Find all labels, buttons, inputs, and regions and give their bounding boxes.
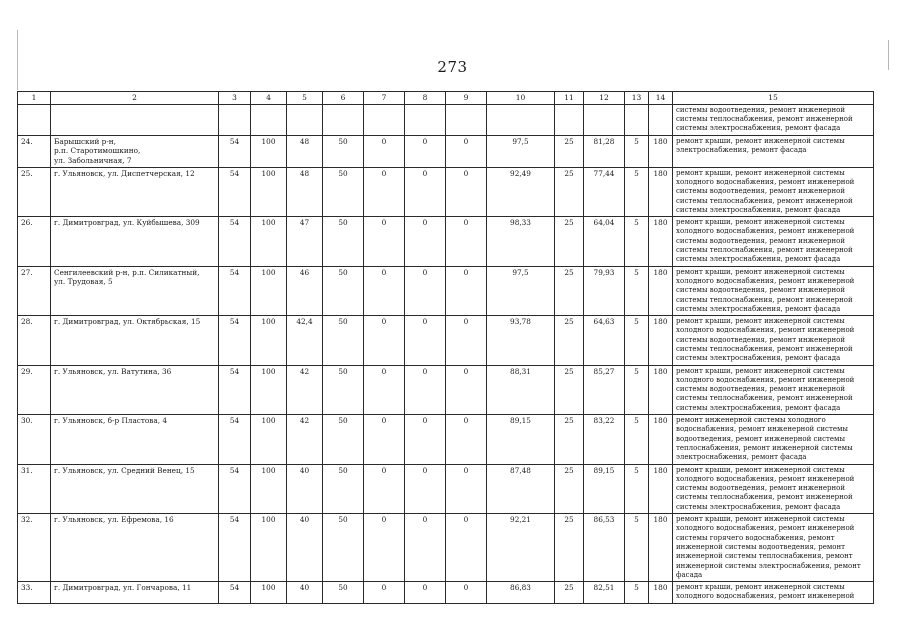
cell-works [673, 167, 874, 216]
cell-c5: 48 [287, 167, 323, 216]
cell-c14: 180 [649, 464, 673, 513]
cell-c14: 180 [649, 135, 673, 167]
works-line: системы электроснабжения, ремонт фасада [676, 255, 841, 264]
cell-c5: 47 [287, 217, 323, 266]
table-row [18, 316, 874, 365]
cell-c4: 100 [251, 167, 287, 216]
cell-c12: 83,22 [584, 415, 625, 464]
cell-c4: 100 [251, 514, 287, 582]
cell-c9: 0 [446, 135, 487, 167]
column-header-11: 11 [555, 92, 584, 105]
works-line: инженерной системы электроснабжения, ремонт [676, 561, 861, 570]
table-row [18, 217, 874, 266]
cell-c13: 5 [625, 266, 649, 315]
cell-c3: 54 [219, 415, 251, 464]
works-line: водоотведения, ремонт инженерной системы [676, 434, 846, 443]
works-line: холодного водоснабжения, ремонт инженерной [676, 592, 855, 601]
works-line: системы теплоснабжения, ремонт инженерной [676, 295, 853, 304]
cell-continuation-empty [446, 104, 487, 135]
cell-c14: 180 [649, 582, 673, 604]
table-row [18, 365, 874, 414]
cell-continuation-empty [584, 104, 625, 135]
cell-c4: 100 [251, 582, 287, 604]
cell-c4: 100 [251, 217, 287, 266]
page-number: 273 [437, 58, 468, 76]
cell-continuation-empty [625, 104, 649, 135]
cell-c5: 42,4 [287, 316, 323, 365]
cell-c3: 54 [219, 217, 251, 266]
cell-c10: 93,78 [487, 316, 555, 365]
cell-c12: 64,63 [584, 316, 625, 365]
cell-c9: 0 [446, 415, 487, 464]
cell-c10: 87,48 [487, 464, 555, 513]
works-line: системы теплоснабжения, ремонт инженерной [676, 345, 853, 353]
cell-c10: 98,33 [487, 217, 555, 266]
continuation-row [18, 104, 874, 135]
cell-c12: 86,53 [584, 514, 625, 582]
column-header-7: 7 [364, 92, 405, 105]
cell-c10: 92,49 [487, 167, 555, 216]
cell-c14: 180 [649, 316, 673, 365]
works-line: системы водоотведения, ремонт инженерной [676, 385, 846, 394]
cell-c14: 180 [649, 365, 673, 414]
cell-c11: 25 [555, 582, 584, 604]
cell-c7: 0 [364, 316, 405, 365]
cell-c6: 50 [323, 464, 364, 513]
works-line: системы электроснабжения, ремонт фасада [676, 502, 841, 511]
cell-works [673, 217, 874, 266]
cell-c7: 0 [364, 135, 405, 167]
works-line: холодного водоснабжения, ремонт инженерной [676, 177, 855, 186]
cell-c10: 89,15 [487, 415, 555, 464]
cell-c5: 40 [287, 464, 323, 513]
cell-c7: 0 [364, 514, 405, 582]
cell-continuation-empty [51, 104, 219, 135]
cell-c13: 5 [625, 217, 649, 266]
cell-c13: 5 [625, 415, 649, 464]
works-line: холодного водоснабжения, ремонт инженерной [676, 474, 855, 483]
cell-c4: 100 [251, 365, 287, 414]
cell-c8: 0 [405, 217, 446, 266]
cell-c6: 50 [323, 217, 364, 266]
cell-row-number: 24. [18, 135, 51, 167]
cell-c7: 0 [364, 582, 405, 604]
cell-continuation-empty [649, 104, 673, 135]
cell-c13: 5 [625, 316, 649, 365]
address-line: г. Димитровград, ул. Октябрьская, 15 [54, 317, 201, 327]
cell-c12: 64,04 [584, 217, 625, 266]
cell-c13: 5 [625, 514, 649, 582]
works-line: холодного водоснабжения, ремонт инженерной [676, 375, 855, 384]
table-row [18, 582, 874, 604]
table-row [18, 135, 874, 167]
cell-c13: 5 [625, 464, 649, 513]
cell-c7: 0 [364, 464, 405, 513]
cell-row-number: 32. [18, 514, 51, 582]
cell-row-number: 33. [18, 582, 51, 604]
cell-c4: 100 [251, 266, 287, 315]
cell-c9: 0 [446, 514, 487, 582]
works-line: ремонт крыши, ремонт инженерной системы [676, 218, 845, 227]
works-line: теплоснабжения, ремонт инженерной системы [676, 443, 853, 452]
cell-works [673, 514, 874, 582]
cell-c11: 25 [555, 514, 584, 582]
address-line: Сенгилеевский р-н, р.п. Силикатный, [54, 267, 200, 277]
cell-c14: 180 [649, 167, 673, 216]
cell-c3: 54 [219, 135, 251, 167]
table-row [18, 514, 874, 582]
cell-c4: 100 [251, 415, 287, 464]
works-line: ремонт крыши, ремонт инженерной системы [676, 366, 845, 375]
works-line: водоснабжения, ремонт инженерной системы [676, 425, 848, 434]
works-line: электроснабжения, ремонт фасада [676, 146, 807, 155]
cell-works [673, 365, 874, 414]
works-line: ремонт инженерной системы холодного [676, 416, 826, 425]
cell-c5: 48 [287, 135, 323, 167]
works-line: ремонт крыши, ремонт инженерной системы [676, 168, 845, 177]
works-line: системы горячего водоснабжения, ремонт [676, 533, 835, 542]
cell-c5: 42 [287, 415, 323, 464]
address-line: р.п. Старотимошкино, [54, 146, 141, 156]
cell-c9: 0 [446, 582, 487, 604]
cell-c3: 54 [219, 365, 251, 414]
cell-c13: 5 [625, 135, 649, 167]
cell-c11: 25 [555, 316, 584, 365]
cell-c10: 97,5 [487, 135, 555, 167]
cell-continuation-empty [219, 104, 251, 135]
cell-c14: 180 [649, 217, 673, 266]
column-header-12: 12 [584, 92, 625, 105]
cell-c7: 0 [364, 365, 405, 414]
works-line: системы теплоснабжения, ремонт инженерной [676, 394, 853, 403]
table-body [18, 104, 874, 603]
cell-c8: 0 [405, 135, 446, 167]
cell-c6: 50 [323, 266, 364, 315]
cell-c5: 42 [287, 365, 323, 414]
column-header-2: 2 [51, 92, 219, 105]
cell-address [51, 167, 219, 216]
works-line: системы теплоснабжения, ремонт инженерной [676, 493, 853, 502]
cell-works [673, 266, 874, 315]
cell-c5: 46 [287, 266, 323, 315]
works-line: системы водоотведения, ремонт инженерной [676, 236, 846, 245]
cell-c10: 97,5 [487, 266, 555, 315]
cell-c12: 89,15 [584, 464, 625, 513]
cell-continuation-empty [364, 104, 405, 135]
cell-row-number: 28. [18, 316, 51, 365]
works-line: ремонт крыши, ремонт инженерной системы [676, 267, 845, 276]
works-line: системы электроснабжения, ремонт фасада [676, 304, 841, 313]
cell-c5: 40 [287, 582, 323, 604]
cell-c12: 77,44 [584, 167, 625, 216]
table-row [18, 415, 874, 464]
cell-c3: 54 [219, 582, 251, 604]
cell-c13: 5 [625, 582, 649, 604]
cell-c8: 0 [405, 514, 446, 582]
cell-c11: 25 [555, 135, 584, 167]
table-header [18, 92, 874, 105]
cell-c14: 180 [649, 514, 673, 582]
cell-c6: 50 [323, 415, 364, 464]
cell-continuation-empty [487, 104, 555, 135]
cell-c6: 50 [323, 365, 364, 414]
cell-c11: 25 [555, 415, 584, 464]
cell-c8: 0 [405, 316, 446, 365]
cell-c11: 25 [555, 167, 584, 216]
address-line: Барышский р-н, [54, 136, 116, 146]
column-header-6: 6 [323, 92, 364, 105]
cell-c3: 54 [219, 167, 251, 216]
works-line: системы электроснабжения, ремонт фасада [676, 205, 841, 214]
table-row [18, 464, 874, 513]
address-line: ул. Трудовая, 5 [54, 277, 113, 287]
cell-c9: 0 [446, 266, 487, 315]
works-line: системы электроснабжения, ремонт фасада [676, 354, 841, 363]
cell-c6: 50 [323, 582, 364, 604]
address-line: г. Ульяновск, ул. Ватутина, 36 [54, 366, 172, 376]
cell-c10: 92,21 [487, 514, 555, 582]
works-line: системы водоотведения, ремонт инженерной [676, 286, 846, 295]
cell-c12: 79,93 [584, 266, 625, 315]
cell-c3: 54 [219, 514, 251, 582]
address-line: г. Ульяновск, ул. Ефремова, 16 [54, 515, 174, 525]
cell-address [51, 365, 219, 414]
works-line: системы водоотведения, ремонт инженерной [676, 105, 846, 114]
cell-address [51, 135, 219, 167]
renovation-table [17, 91, 874, 604]
works-line: инженерной системы теплоснабжения, ремонт [676, 552, 853, 561]
works-line: ремонт крыши, ремонт инженерной системы [676, 317, 845, 326]
works-line: холодного водоснабжения, ремонт инженерной [676, 227, 855, 236]
cell-c9: 0 [446, 167, 487, 216]
column-header-13: 13 [625, 92, 649, 105]
cell-works [673, 582, 874, 604]
cell-c8: 0 [405, 365, 446, 414]
cell-c9: 0 [446, 365, 487, 414]
address-line: г. Ульяновск, ул. Средний Венец, 15 [54, 465, 195, 475]
works-line: ремонт крыши, ремонт инженерной системы [676, 136, 845, 145]
cell-address [51, 415, 219, 464]
renovation-table-container [17, 91, 873, 604]
cell-c9: 0 [446, 217, 487, 266]
cell-address [51, 464, 219, 513]
cell-c8: 0 [405, 167, 446, 216]
cell-continuation-empty [405, 104, 446, 135]
works-line: системы электроснабжения, ремонт фасада [676, 124, 841, 133]
works-line: системы водоотведения, ремонт инженерной [676, 335, 846, 344]
cell-c10: 86,83 [487, 582, 555, 604]
column-header-1: 1 [18, 92, 51, 105]
cell-c10: 88,31 [487, 365, 555, 414]
cell-c3: 54 [219, 464, 251, 513]
cell-c13: 5 [625, 365, 649, 414]
table-row [18, 266, 874, 315]
cell-c7: 0 [364, 167, 405, 216]
cell-continuation-empty [18, 104, 51, 135]
column-header-4: 4 [251, 92, 287, 105]
cell-c11: 25 [555, 266, 584, 315]
works-line: ремонт крыши, ремонт инженерной системы [676, 465, 845, 474]
works-line: холодного водоснабжения, ремонт инженерной [676, 524, 855, 533]
column-header-10: 10 [487, 92, 555, 105]
column-header-3: 3 [219, 92, 251, 105]
cell-continuation-empty [287, 104, 323, 135]
column-header-5: 5 [287, 92, 323, 105]
cell-c14: 180 [649, 266, 673, 315]
cell-c4: 100 [251, 464, 287, 513]
header-row [18, 92, 874, 105]
works-line: холодного водоснабжения, ремонт инженерной [676, 326, 855, 335]
cell-c9: 0 [446, 316, 487, 365]
cell-address [51, 514, 219, 582]
cell-row-number: 26. [18, 217, 51, 266]
cell-row-number: 31. [18, 464, 51, 513]
cell-address [51, 217, 219, 266]
cell-c14: 180 [649, 415, 673, 464]
cell-c6: 50 [323, 316, 364, 365]
column-header-8: 8 [405, 92, 446, 105]
cell-address [51, 316, 219, 365]
column-header-9: 9 [446, 92, 487, 105]
cell-c6: 50 [323, 514, 364, 582]
cell-address [51, 582, 219, 604]
cell-c7: 0 [364, 266, 405, 315]
address-line: ул. Забольничная, 7 [54, 156, 132, 166]
cell-c8: 0 [405, 266, 446, 315]
cell-c11: 25 [555, 464, 584, 513]
cell-c6: 50 [323, 167, 364, 216]
works-line: системы теплоснабжения, ремонт инженерной [676, 196, 853, 205]
cell-c11: 25 [555, 217, 584, 266]
cell-c11: 25 [555, 365, 584, 414]
cell-c12: 81,28 [584, 135, 625, 167]
cell-c8: 0 [405, 582, 446, 604]
cell-works [673, 464, 874, 513]
works-line: фасада [676, 570, 703, 579]
works-line: холодного водоснабжения, ремонт инженерной [676, 276, 855, 285]
address-line: г. Ульяновск, б-р Пластова, 4 [54, 416, 168, 426]
cell-continuation-empty [251, 104, 287, 135]
cell-c5: 40 [287, 514, 323, 582]
works-line: системы водоотведения, ремонт инженерной [676, 484, 846, 493]
cell-c4: 100 [251, 135, 287, 167]
cell-c12: 82,51 [584, 582, 625, 604]
cell-row-number: 25. [18, 167, 51, 216]
address-line: г. Димитровград, ул. Куйбышева, 309 [54, 218, 200, 228]
column-header-15: 15 [673, 92, 874, 105]
works-line: системы электроснабжения, ремонт фасада [676, 403, 841, 412]
cell-row-number: 29. [18, 365, 51, 414]
works-line: системы водоотведения, ремонт инженерной [676, 187, 846, 196]
cell-continuation-empty [323, 104, 364, 135]
cell-c13: 5 [625, 167, 649, 216]
works-line: ремонт крыши, ремонт инженерной системы [676, 515, 845, 524]
cell-c7: 0 [364, 415, 405, 464]
cell-works [673, 415, 874, 464]
cell-c4: 100 [251, 316, 287, 365]
cell-c8: 0 [405, 464, 446, 513]
cell-c9: 0 [446, 464, 487, 513]
cell-row-number: 30. [18, 415, 51, 464]
cell-c7: 0 [364, 217, 405, 266]
cell-c6: 50 [323, 135, 364, 167]
works-line: системы теплоснабжения, ремонт инженерной [676, 115, 853, 124]
column-header-14: 14 [649, 92, 673, 105]
cell-works [673, 316, 874, 365]
works-line: электроснабжения, ремонт фасада [676, 453, 807, 462]
table-row [18, 167, 874, 216]
cell-row-number: 27. [18, 266, 51, 315]
cell-address [51, 266, 219, 315]
works-line: инженерной системы водоотведения, ремонт [676, 542, 846, 551]
address-line: г. Ульяновск, ул. Диспетчерская, 12 [54, 168, 195, 178]
cell-continuation-empty [555, 104, 584, 135]
works-line: ремонт крыши, ремонт инженерной системы [676, 583, 845, 592]
works-line: системы теплоснабжения, ремонт инженерной [676, 246, 853, 255]
cell-c3: 54 [219, 316, 251, 365]
cell-c8: 0 [405, 415, 446, 464]
cell-continuation-works [673, 104, 874, 135]
cell-c12: 85,27 [584, 365, 625, 414]
cell-works [673, 135, 874, 167]
cell-c3: 54 [219, 266, 251, 315]
address-line: г. Димитровград, ул. Гончарова, 11 [54, 583, 192, 593]
